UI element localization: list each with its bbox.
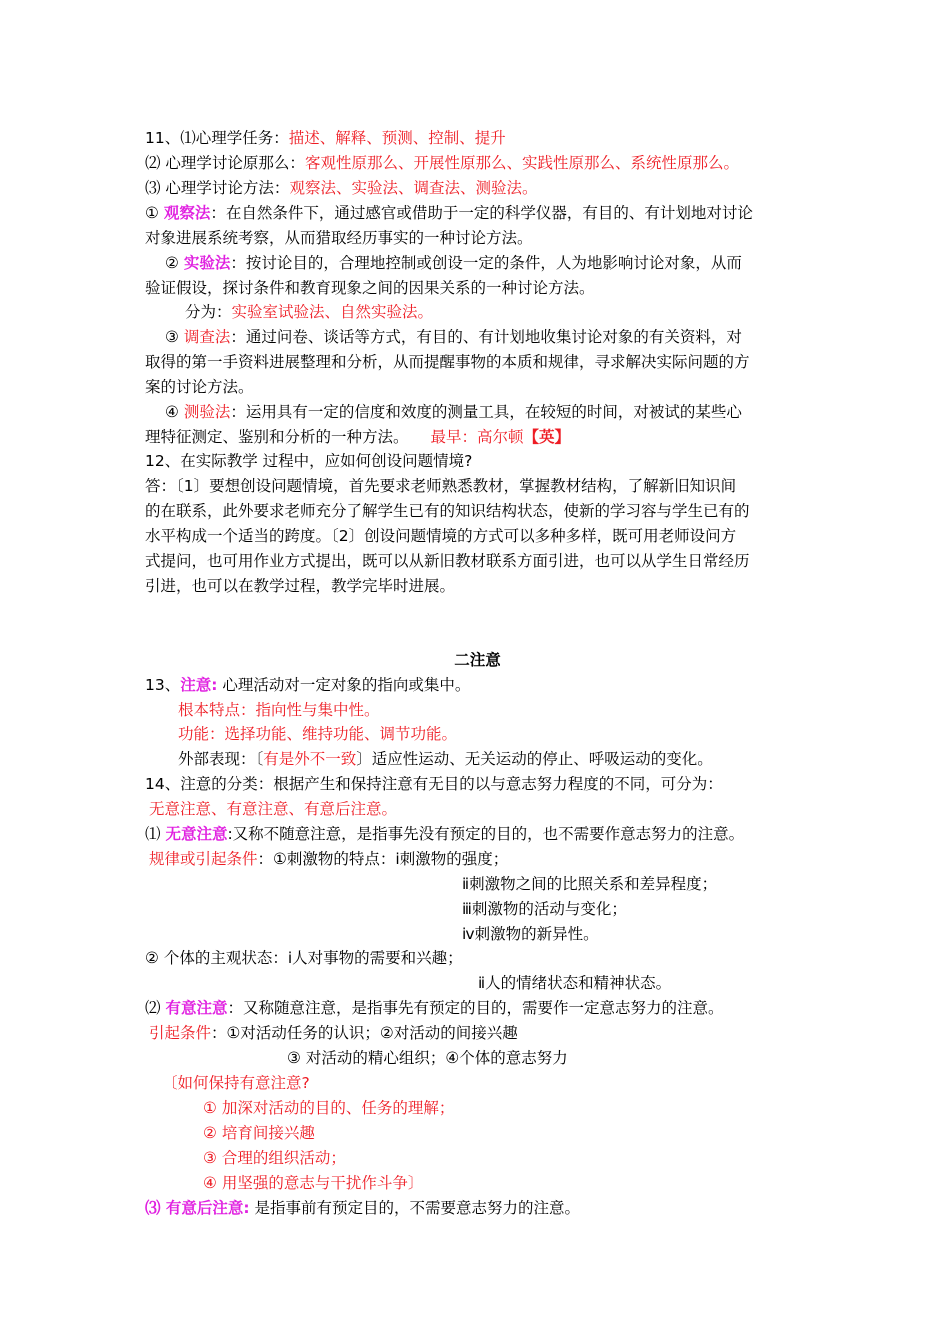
involuntary-conditions-first: ：①刺激物的特点：ⅰ刺激物的强度； xyxy=(257,850,509,868)
attention-functions: 功能：选择功能、维持功能、调节功能。 xyxy=(178,725,458,743)
s11-methods-list: 观察法、实验法、调查法、测验法。 xyxy=(289,179,538,197)
voluntary-term: 有意注意 xyxy=(165,999,228,1017)
stimulus-activity: ⅲ刺激物的活动与变化； xyxy=(462,900,627,918)
attention-types: 无意注意、有意注意、有意后注意。 xyxy=(149,800,398,818)
involuntary-conditions-label: 规律或引起条件 xyxy=(149,850,258,868)
observation-text-1: ：在自然条件下，通过感官或借助于一定的科学仪器，有目的、有计划地对讨论 xyxy=(210,204,753,222)
s11-principles-line xyxy=(145,151,810,175)
external-label: 外部表现：〔 xyxy=(178,750,264,768)
test-origin: 【英】 xyxy=(523,428,571,446)
s14-intro: 14、注意的分类：根据产生和保持注意有无目的以与意志努力程度的不同，可分为： xyxy=(145,775,723,793)
s12-answer-line-3: 水平构成一个适当的跨度。〔2〕创设问题情境的方式可以多种多样，既可用老师设问方 xyxy=(145,527,737,545)
s11-task-label: 11、⑴心理学任务： xyxy=(145,129,289,147)
attention-definition: 心理活动对一定对象的指向或集中。 xyxy=(217,676,471,694)
s11-methods-label: ⑶ 心理学讨论方法： xyxy=(145,179,290,197)
experiment-types-label: 分为： xyxy=(185,303,232,321)
experiment-text-1: ：按讨论目的，合理地控制或创设一定的条件，人为地影响讨论对象，从而 xyxy=(230,254,742,272)
voluntary-definition: ：又称随意注意，是指事先有预定的目的，需要作一定意志努力的注意。 xyxy=(227,999,724,1017)
involuntary-term: 无意注意 xyxy=(165,825,228,843)
involuntary-definition: :又称不随意注意，是指事先没有预定的目的，也不需要作意志努力的注意。 xyxy=(227,825,745,843)
voluntary-num: ⑵ xyxy=(145,999,166,1017)
s11-principles-label: ⑵ 心理学讨论原那么： xyxy=(145,154,305,172)
s12-answer-line-2: 的在联系，此外要求老师充分了解学生已有的知识结构状态，使新的学习容与学生已有的 xyxy=(145,502,750,520)
investigation-line-1 xyxy=(165,325,810,349)
observation-line-1 xyxy=(145,201,810,225)
test-line-1 xyxy=(165,400,810,424)
keep-attention-question: 〔如何保持有意注意? xyxy=(162,1074,310,1092)
s13-num: 13、 xyxy=(145,676,181,694)
experiment-types-line xyxy=(185,300,810,324)
s12-answer-line-5: 引进，也可以在教学过程，教学完毕时进展。 xyxy=(145,577,456,595)
keep-attention-3: ③ 合理的组织活动； xyxy=(203,1149,346,1167)
involuntary-line xyxy=(145,822,810,846)
attention-features: 根本特点：指向性与集中性。 xyxy=(178,701,380,719)
s11-task-list: 描述、解释、预测、控制、提升 xyxy=(288,129,506,147)
s12-question: 12、在实际教学 过程中，应如何创设问题情境? xyxy=(145,452,473,470)
voluntary-conditions-label: 引起条件 xyxy=(149,1024,212,1042)
test-earliest: 最早：高尔顿 xyxy=(430,428,524,446)
voluntary-conditions-second: ③ 对活动的精心组织；④个体的意志努力 xyxy=(287,1049,568,1067)
post-voluntary-line xyxy=(145,1196,810,1220)
involuntary-num: ⑴ xyxy=(145,825,166,843)
s11-principles-list: 客观性原那么、开展性原那么、实践性原那么、系统性原那么。 xyxy=(304,154,739,172)
investigation-text-1: ：通过问卷、谈话等方式，有目的、有计划地收集讨论对象的有关资料，对 xyxy=(230,328,742,346)
voluntary-conditions-first: ：①对活动任务的认识；②对活动的间接兴趣 xyxy=(211,1024,518,1042)
s11-task-line xyxy=(145,126,810,150)
external-note: 有是外不一致 xyxy=(263,750,357,768)
experiment-line-1 xyxy=(165,251,810,275)
voluntary-conditions-line xyxy=(149,1021,810,1045)
s12-answer-line-1: 答：〔1〕要想创设问题情境，首先要求老师熟悉教材，掌握教材结构，了解新旧知识间 xyxy=(145,477,737,495)
test-term: 测验法 xyxy=(183,403,231,421)
observation-num: ① xyxy=(145,204,164,222)
test-text-1: ：运用具有一定的信度和效度的测量工具，在较短的时间，对被试的某些心 xyxy=(230,403,742,421)
test-line-2 xyxy=(145,425,810,449)
subjective-emotion: ⅱ人的情绪状态和精神状态。 xyxy=(478,974,672,992)
stimulus-contrast: ⅱ刺激物之间的比照关系和差异程度； xyxy=(462,875,718,893)
investigation-line-2: 取得的第一手资料进展整理和分析，从而提醒事物的本质和规律，寻求解决实际问题的方 xyxy=(145,353,750,371)
external-rest: 〕适应性运动、无关运动的停止、呼吸运动的变化。 xyxy=(356,750,713,768)
attention-term: 注意: xyxy=(180,676,218,694)
keep-attention-4: ④ 用坚强的意志与干扰作斗争〕 xyxy=(203,1174,424,1192)
voluntary-line xyxy=(145,996,810,1020)
attention-external-line xyxy=(178,747,810,771)
experiment-types-list: 实验室试验法、自然实验法。 xyxy=(231,303,434,321)
involuntary-conditions-line xyxy=(149,847,810,871)
keep-attention-2: ② 培育间接兴趣 xyxy=(203,1124,315,1142)
observation-term: 观察法 xyxy=(163,204,211,222)
stimulus-novelty: ⅳ刺激物的新异性。 xyxy=(462,925,599,943)
post-voluntary-definition: 是指事前有预定目的，不需要意志努力的注意。 xyxy=(249,1199,581,1217)
experiment-line-2: 验证假设，探讨条件和教育现象之间的因果关系的一种讨论方法。 xyxy=(145,279,595,297)
observation-line-2: 对象进展系统考察，从而猎取经历事实的一种讨论方法。 xyxy=(145,229,533,247)
test-text-2: 理特征测定、鉴别和分析的一种方法。 xyxy=(145,428,409,446)
investigation-term: 调查法 xyxy=(183,328,231,346)
chapter-title: 二注意 xyxy=(454,651,501,669)
experiment-num: ② xyxy=(165,254,184,272)
s11-methods-line xyxy=(145,176,810,200)
investigation-num: ③ xyxy=(165,328,184,346)
keep-attention-1: ① 加深对活动的目的、任务的理解； xyxy=(203,1099,455,1117)
experiment-term: 实验法 xyxy=(183,254,231,272)
post-voluntary-term: ⑶ 有意后注意: xyxy=(145,1199,250,1217)
s12-answer-line-4: 式提问，也可用作业方式提出，既可以从新旧教材联系方面引进，也可以从学生日常经历 xyxy=(145,552,750,570)
investigation-line-3: 案的讨论方法。 xyxy=(145,378,254,396)
s13-definition-line xyxy=(145,673,810,697)
test-num: ④ xyxy=(165,403,184,421)
subjective-state-line: ② 个体的主观状态：ⅰ人对事物的需要和兴趣； xyxy=(145,949,463,967)
